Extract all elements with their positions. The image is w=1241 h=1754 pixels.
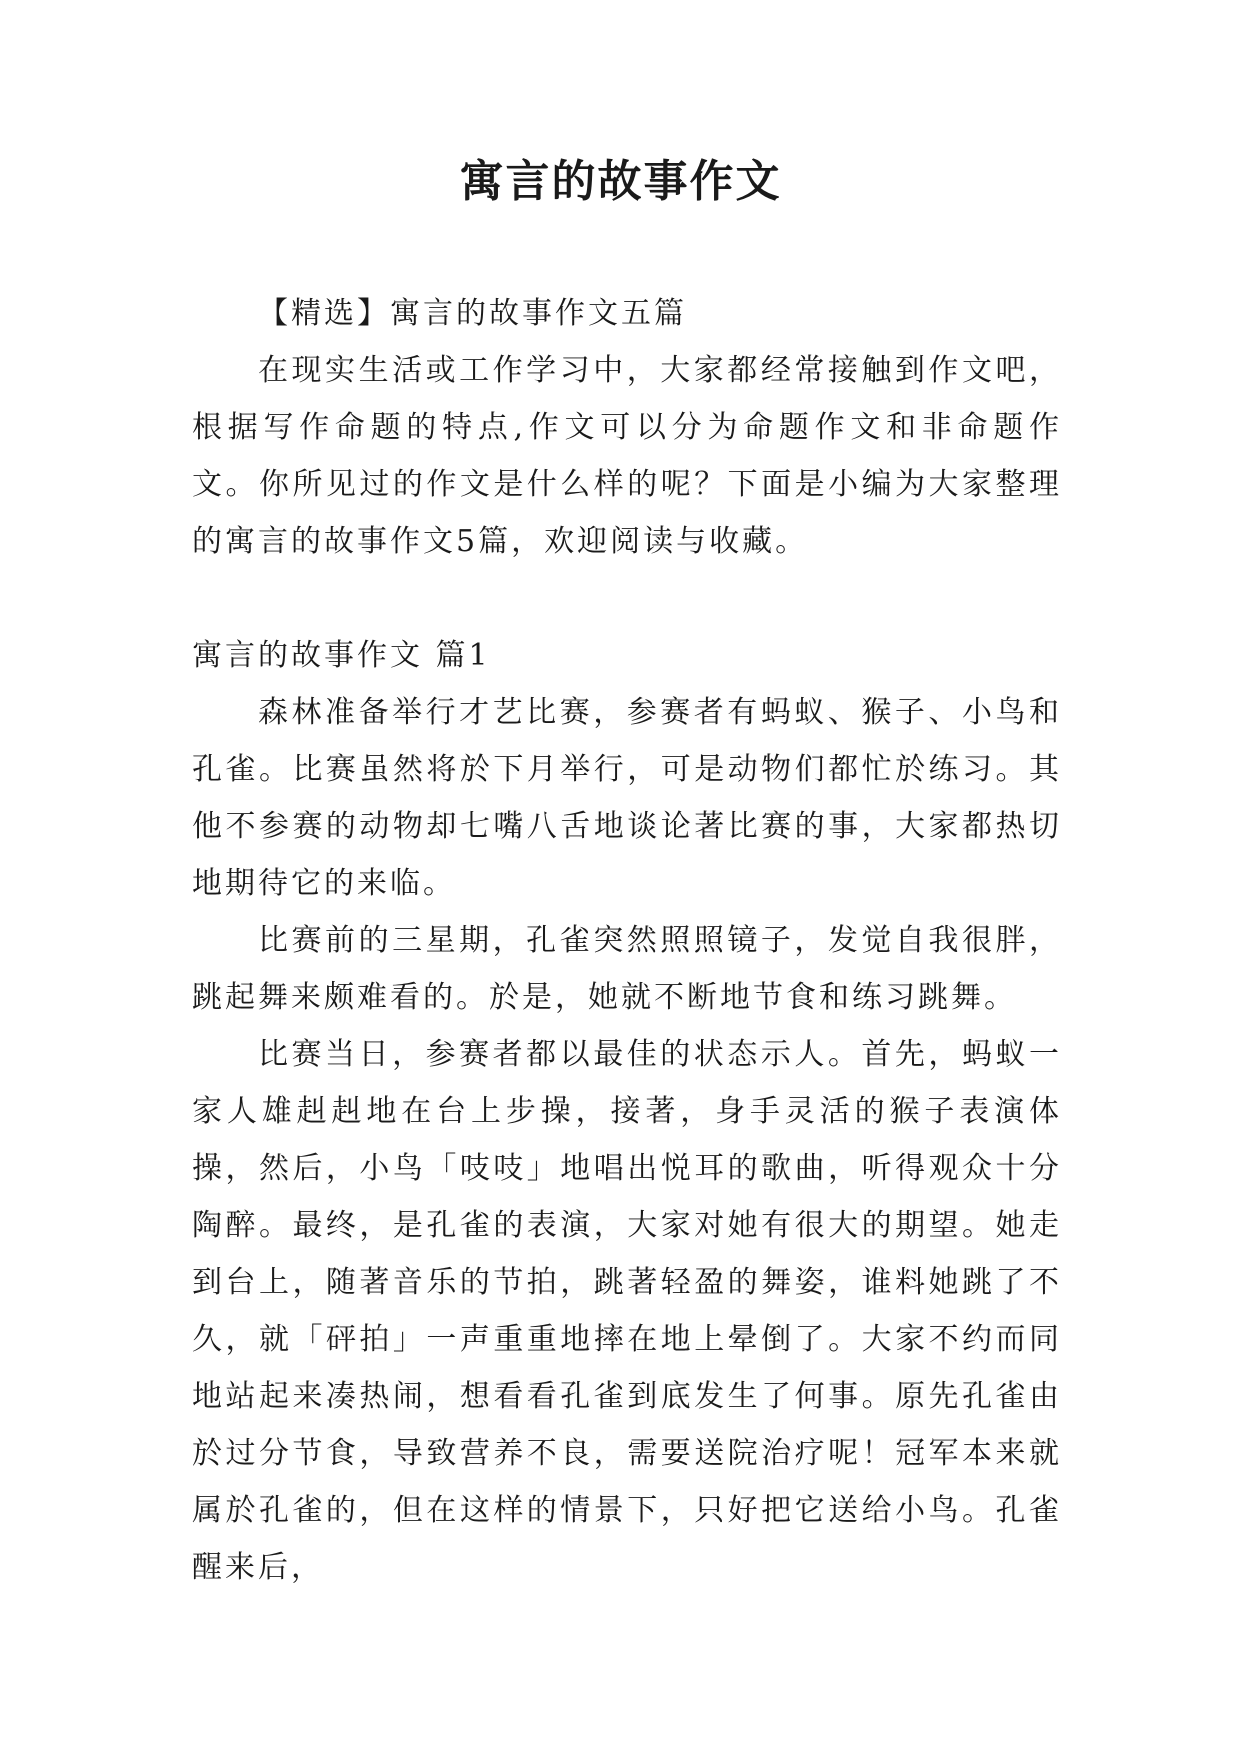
section-heading: 寓言的故事作文 篇1 [192, 638, 491, 673]
document-body [192, 285, 1062, 1596]
document-subtitle: 【精选】寓言的故事作文五篇 [258, 296, 687, 331]
story-paragraph-1: 森林准备举行才艺比赛，参赛者有蚂蚁、猴子、小鸟和孔雀。比赛虽然将於下月举行，可是动物们都忙於练习。其他不参赛的动物却七嘴八舌地谈论著比赛的事，大家都热切地期待它的来临。 [192, 695, 1062, 901]
story-paragraph-3: 比赛当日，参赛者都以最佳的状态示人。首先，蚂蚁一家人雄赳赳地在台上步操，接著，身手灵活的猴子表演体操，然后，小鸟「吱吱」地唱出悦耳的歌曲，听得观众十分陶醉。最终，是孔雀的表演，大家对她有很大的期望。她走到台上，随著音乐的节拍，跳著轻盈的舞姿，谁料她跳了不久，就「砰拍」一声重重地摔在地上晕倒了。大家不约而同地站起来凑热闹，想看看孔雀到底发生了何事。原先孔雀由於过分节食，导致营养不良，需要送院治疗呢！冠军本来就属於孔雀的，但在这样的情景下，只好把它送给小鸟。孔雀醒来后， [192, 1037, 1062, 1585]
story-paragraph-2: 比赛前的三星期，孔雀突然照照镜子，发觉自我很胖，跳起舞来颇难看的。於是，她就不断地节食和练习跳舞。 [192, 923, 1062, 1015]
document-title: 寓言的故事作文 [459, 156, 782, 207]
intro-paragraph: 在现实生活或工作学习中，大家都经常接触到作文吧，根据写作命题的特点,作文可以分为命题作文和非命题作文。你所见过的作文是什么样的呢？下面是小编为大家整理的寓言的故事作文5篇，欢迎阅读与收藏。 [192, 353, 1062, 559]
